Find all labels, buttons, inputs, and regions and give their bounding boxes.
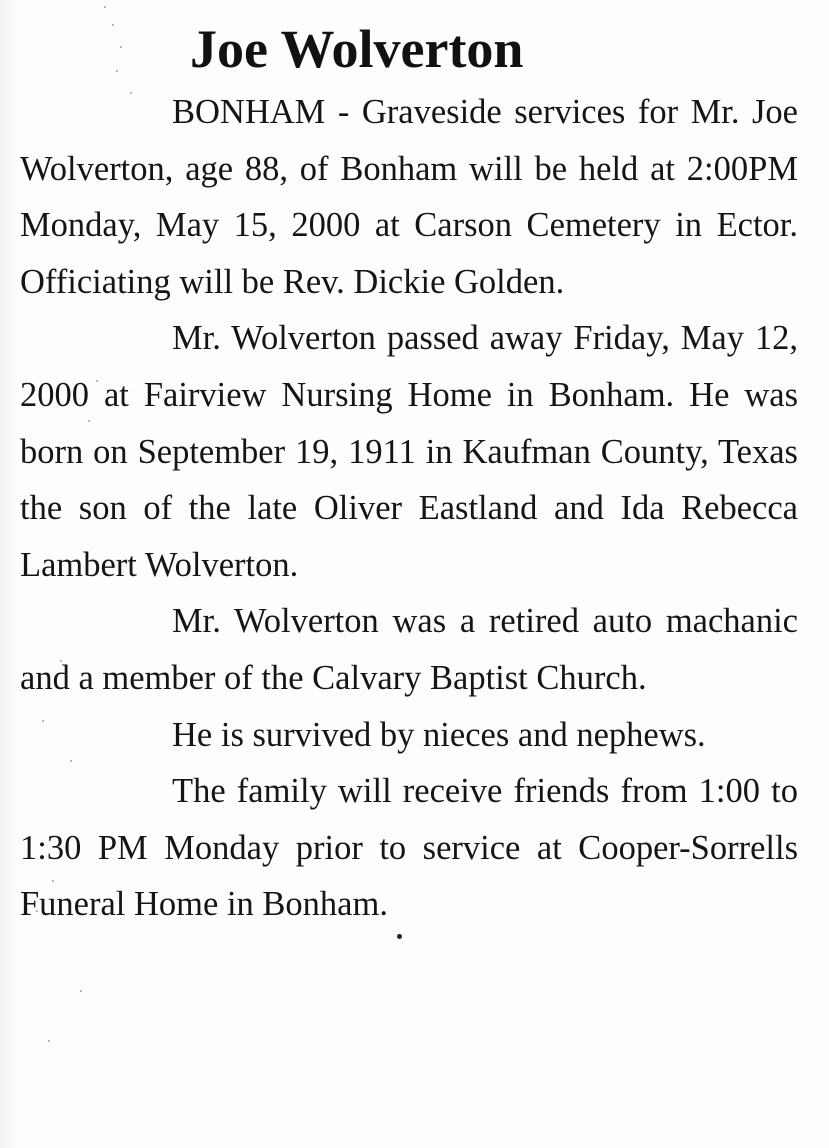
obituary-body <box>20 84 798 933</box>
obituary-paragraph-survivors: He is survived by nieces and nephews. <box>172 715 706 754</box>
obituary-title: Joe Wolverton <box>190 19 524 79</box>
obituary-paragraph-visitation: The family will receive friends from 1:00 to 1:30 PM Monday prior to service at Cooper-Sorrells Funeral Home in Bonham. <box>20 772 798 924</box>
scan-speckle <box>120 46 122 48</box>
scan-edge-shadow <box>0 0 18 1148</box>
scan-speckle <box>116 70 118 72</box>
obituary-paragraph-biography: Mr. Wolverton passed away Friday, May 12, 2000 at Fairview Nursing Home in Bonham. He was born on September 19, 1911 in Kaufman County, Texas the son of the late Oliver Eastland and Ida Rebecca Lambert Wolverton. <box>20 319 798 584</box>
scan-speckle <box>80 990 82 992</box>
scan-speckle <box>112 24 114 26</box>
ink-speck <box>397 934 402 939</box>
obituary-paragraph-services: BONHAM - Graveside services for Mr. Joe Wolverton, age 88, of Bonham will be held at 2:00PM Monday, May 15, 2000 at Carson Cemetery in Ector. Officiating will be Rev. Dickie Golden. <box>20 93 798 301</box>
scan-speckle <box>48 1040 50 1042</box>
obituary-paragraph-career: Mr. Wolverton was a retired auto machanic and a member of the Calvary Baptist Church. <box>20 602 798 697</box>
scan-speckle <box>104 6 106 8</box>
